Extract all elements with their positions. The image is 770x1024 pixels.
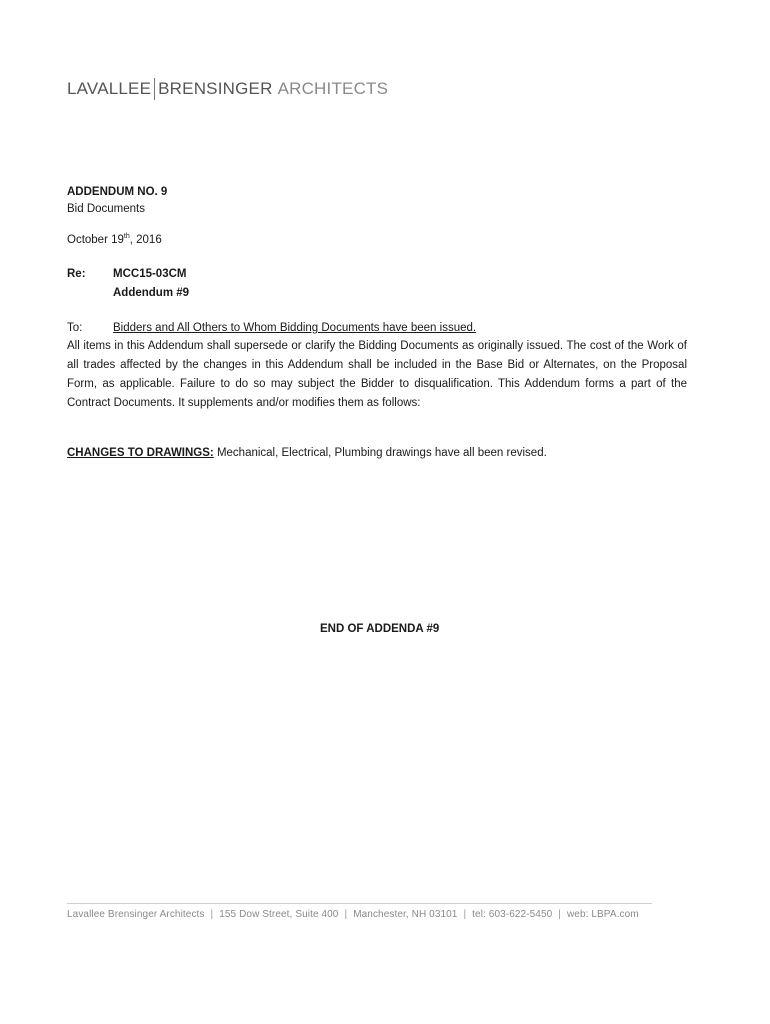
logo-part-lavallee: LAVALLEE [67,79,152,98]
footer-divider [67,903,652,904]
body-paragraph: All items in this Addendum shall supersede or clarify the Bidding Documents as originally issued. The cost of the Work of all trades affected by the changes in this Addendum shall be included in the Base Bid or Alternates, on the Proposal Form, as applicable. Failure to do so may subject the Bidder to disqualification. This Addendum forms a part of the Contract Documents. It supplements and/or modifies them as follows: [67,340,687,409]
recipient-line [67,319,476,337]
addendum-date [67,231,162,249]
footer-separator: | [558,909,561,920]
to-label: To: [67,322,83,334]
addendum-subtitle: Bid Documents [67,203,145,215]
footer-separator: | [463,909,467,920]
footer [67,909,639,920]
company-logo [67,78,388,100]
date-suffix: , 2016 [129,234,162,246]
changes-text: Mechanical, Electrical, Plumbing drawings have all been revised. [213,447,547,459]
footer-address: 155 Dow Street, Suite 400 [219,909,339,920]
logo-part-architects: ARCHITECTS [277,79,389,98]
footer-web: web: LBPA.com [566,909,639,920]
date-ordinal: th [123,233,130,241]
addendum-title: ADDENDUM NO. 9 [67,186,168,198]
logo-part-brensinger: BRENSINGER [158,79,273,98]
footer-city: Manchester, NH 03101 [353,909,458,920]
changes-label: CHANGES TO DRAWINGS: [67,447,214,459]
footer-tel: tel: 603-622-5450 [472,909,553,920]
re-label: Re: [67,268,86,280]
footer-company: Lavallee Brensinger Architects [67,909,205,920]
recipient-text: Bidders and All Others to Whom Bidding Documents have been issued. [113,322,477,334]
project-number: MCC15-03CM [113,268,187,280]
footer-separator: | [344,909,348,920]
end-of-addenda: END OF ADDENDA #9 [320,623,440,635]
date-prefix: October 19 [67,234,124,246]
footer-separator: | [210,909,214,920]
logo-divider [154,78,155,100]
addendum-reference: Addendum #9 [113,287,190,299]
changes-line [67,444,547,462]
